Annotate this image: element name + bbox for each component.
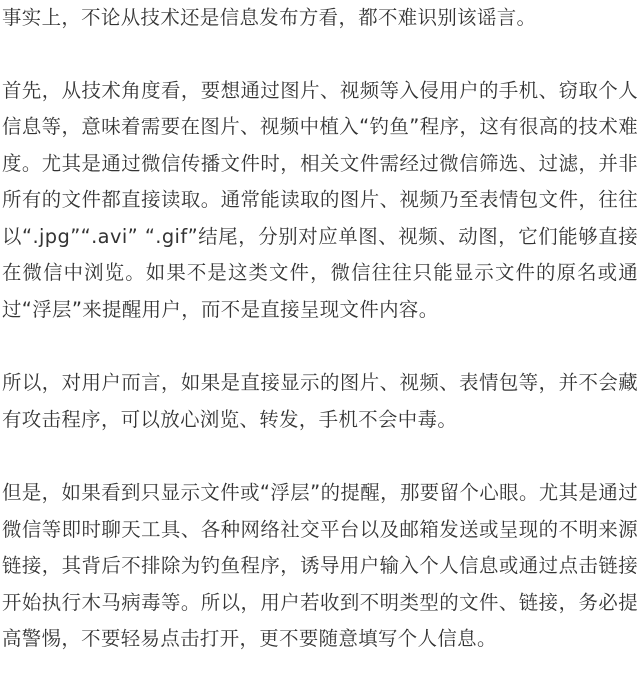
paragraph-caution: 但是，如果看到只显示文件或“浮层”的提醒，那要留个心眼。尤其是通过微信等即时聊天工具、各种网络社交平台以及邮箱发送或呈现的不明来源链接，其背后不排除为钓鱼程序，诱导用户输入个人信息或通过点击链接开始执行木马病毒等。所以，用户若收到不明类型的文件、链接，务必提高警惕，不要轻易点击打开，更不要随意填写个人信息。: [2, 481, 638, 650]
paragraph-intro: 事实上，不论从技术还是信息发布方看，都不难识别该谣言。: [2, 6, 537, 29]
paragraph-safe-content: 所以，对用户而言，如果是直接显示的图片、视频、表情包等，并不会藏有攻击程序，可以放心浏览、转发，手机不会中毒。: [2, 371, 638, 431]
paragraph-technical: 首先，从技术角度看，要想通过图片、视频等入侵用户的手机、窃取个人信息等，意味着需要在图片、视频中植入“钓鱼”程序，这有很高的技术难度。尤其是通过微信传播文件时，相关文件需经过微信筛选、过滤，并非所有的文件都直接读取。通常能读取的图片、视频乃至表情包文件，往往以“.jpg”“.avi” “.gif”结尾，分别对应单图、视频、动图，它们能够直接在微信中浏览。如果不是这类文件，微信往往只能显示文件的原名或通过“浮层”来提醒用户，而不是直接呈现文件内容。: [2, 78, 638, 321]
